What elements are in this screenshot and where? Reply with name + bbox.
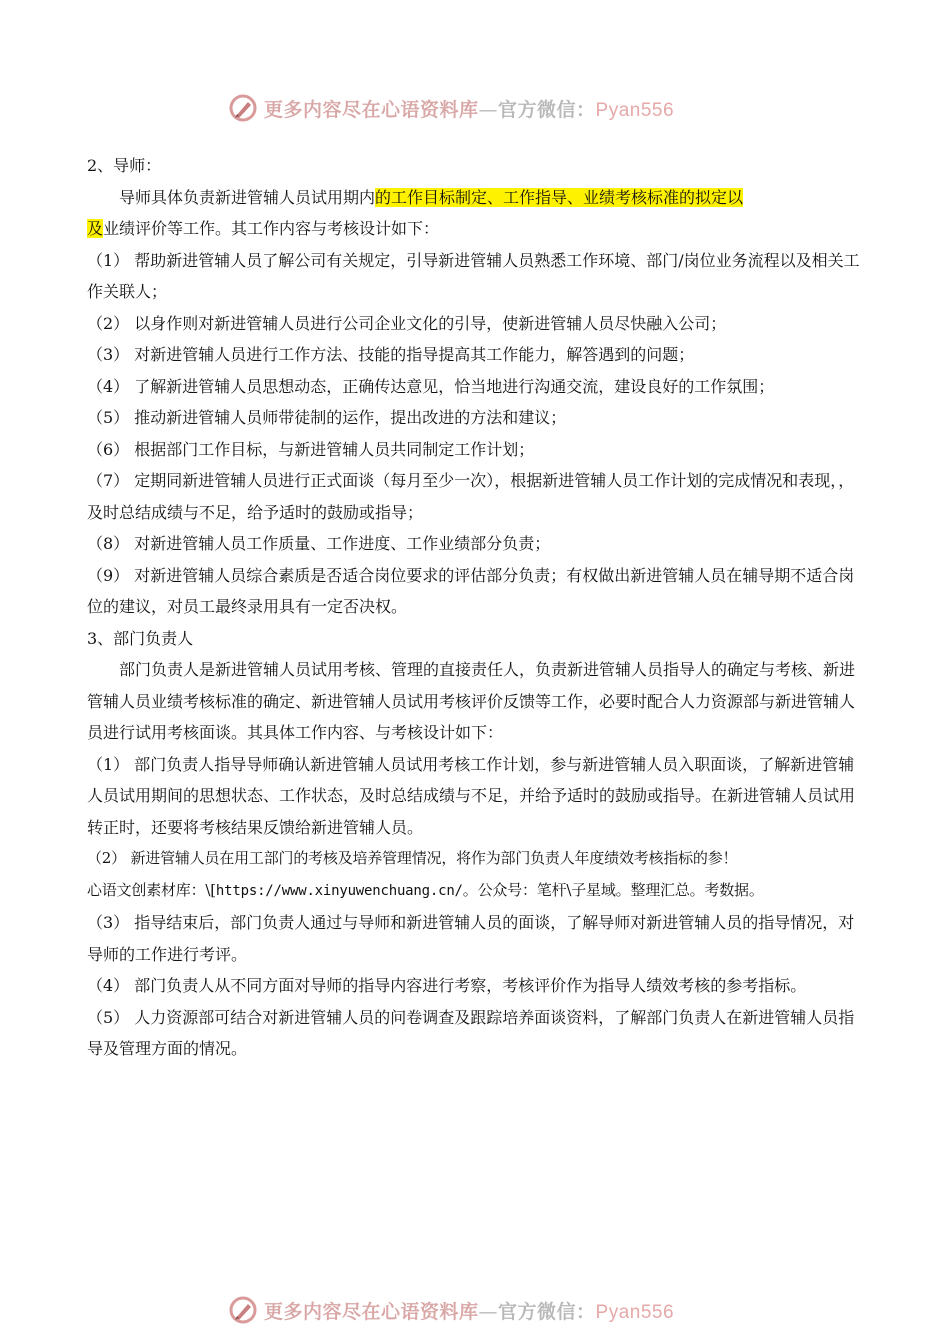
section-3-heading: 3、部门负责人 — [87, 628, 194, 648]
list-item: （1） 帮助新进管辅人员了解公司有关规定，引导新进管辅人员熟悉工作环境、部门/岗位业务流程以及相关工作关联人； — [87, 250, 860, 301]
section-2-heading: 2、导师： — [87, 156, 162, 175]
list-item: （9） 对新进管辅人员综合素质是否适合岗位要求的评估部分负责；有权做出新进管辅人员在辅导期不适合岗位的建议，对员工最终录用具有一定否决权。 — [87, 565, 855, 616]
list-item: （3） 对新进管辅人员进行工作方法、技能的指导提高其工作能力，解答遇到的问题； — [87, 345, 695, 364]
list-item: （3） 指导结束后，部门负责人通过与导师和新进管辅人员的面谈，了解导师对新进管辅人员的指导情况，对导师的工作进行考评。 — [87, 913, 855, 964]
list-item: （7） 定期同新进管辅人员进行正式面谈（每月至少一次），根据新进管辅人员工作计划的完成情况和表现，，及时总结成绩与不足，给予适时的鼓励或指导； — [87, 471, 855, 522]
list-item: （5） 人力资源部可结合对新进管辅人员的问卷调查及跟踪培养面谈资料，了解部门负责人在新进管辅人员指导及管理方面的情况。 — [87, 1007, 855, 1058]
list-item: （1） 部门负责人指导导师确认新进管辅人员试用考核工作计划，参与新进管辅人员入职面谈，了解新进管辅人员试用期间的思想状态、工作状态，及时总结成绩与不足，并给予适时的鼓励或指导。在新进管辅人员试用转正时，还要将考核结果反馈给新进管辅人员。 — [87, 754, 856, 837]
list-item: （5） 推动新进管辅人员师带徒制的运作，提出改进的方法和建议； — [87, 408, 567, 427]
list-item: （4） 了解新进管辅人员思想动态，正确传达意见，恰当地进行沟通交流，建设良好的工作氛围； — [87, 376, 775, 396]
list-item: （8） 对新进管辅人员工作质量、工作进度、工作业绩部分负责； — [87, 534, 551, 553]
banner-text: 更多内容尽在心语资料库—官方微信：Pyan556 — [264, 1300, 675, 1323]
section-2-intro: 导师具体负责新进管辅人员试用期内的工作目标制定、工作指导、业绩考核标准的拟定以 及业绩评价等工作。其工作内容与考核设计如下： — [87, 187, 744, 238]
source-note: 心语文创素材库：\[https://www.xinyuwenchuang.cn/。公众号：笔杆\子星域。整理汇总。考数据。 — [87, 880, 764, 899]
list-item: （2） 以身作则对新进管辅人员进行公司企业文化的引导，使新进管辅人员尽快融入公司； — [87, 313, 727, 333]
section-3-intro: 部门负责人是新进管辅人员试用考核、管理的直接责任人，负责新进管辅人员指导人的确定与考核、新进管辅人员业绩考核标准的确定、新进管辅人员试用考核评价反馈等工作，必要时配合人力资源部与新进管辅人员进行试用考核面谈。其具体工作内容、与考核设计如下： — [87, 660, 856, 742]
pen-logo-icon — [228, 1295, 258, 1325]
document-body — [87, 150, 865, 1065]
list-item: （6） 根据部门工作目标，与新进管辅人员共同制定工作计划； — [87, 439, 535, 459]
pen-logo-icon — [228, 93, 258, 123]
source-url: https://www.xinyuwenchuang.cn/ — [215, 882, 463, 899]
banner-text: 更多内容尽在心语资料库—官方微信：Pyan556 — [264, 98, 675, 121]
list-item: （2） 新进管辅人员在用工部门的考核及培养管理情况，将作为部门负责人年度绩效考核指标的参！ — [87, 849, 738, 867]
footer-banner — [228, 1292, 748, 1328]
header-banner — [228, 90, 748, 126]
highlighted-text: 的工作目标制定、工作指导、业绩考核标准的拟定以 — [375, 187, 744, 207]
highlighted-text: 及 — [87, 219, 104, 238]
list-item: （4） 部门负责人从不同方面对导师的指导内容进行考察，考核评价作为指导人绩效考核的参考指标。 — [87, 976, 807, 995]
